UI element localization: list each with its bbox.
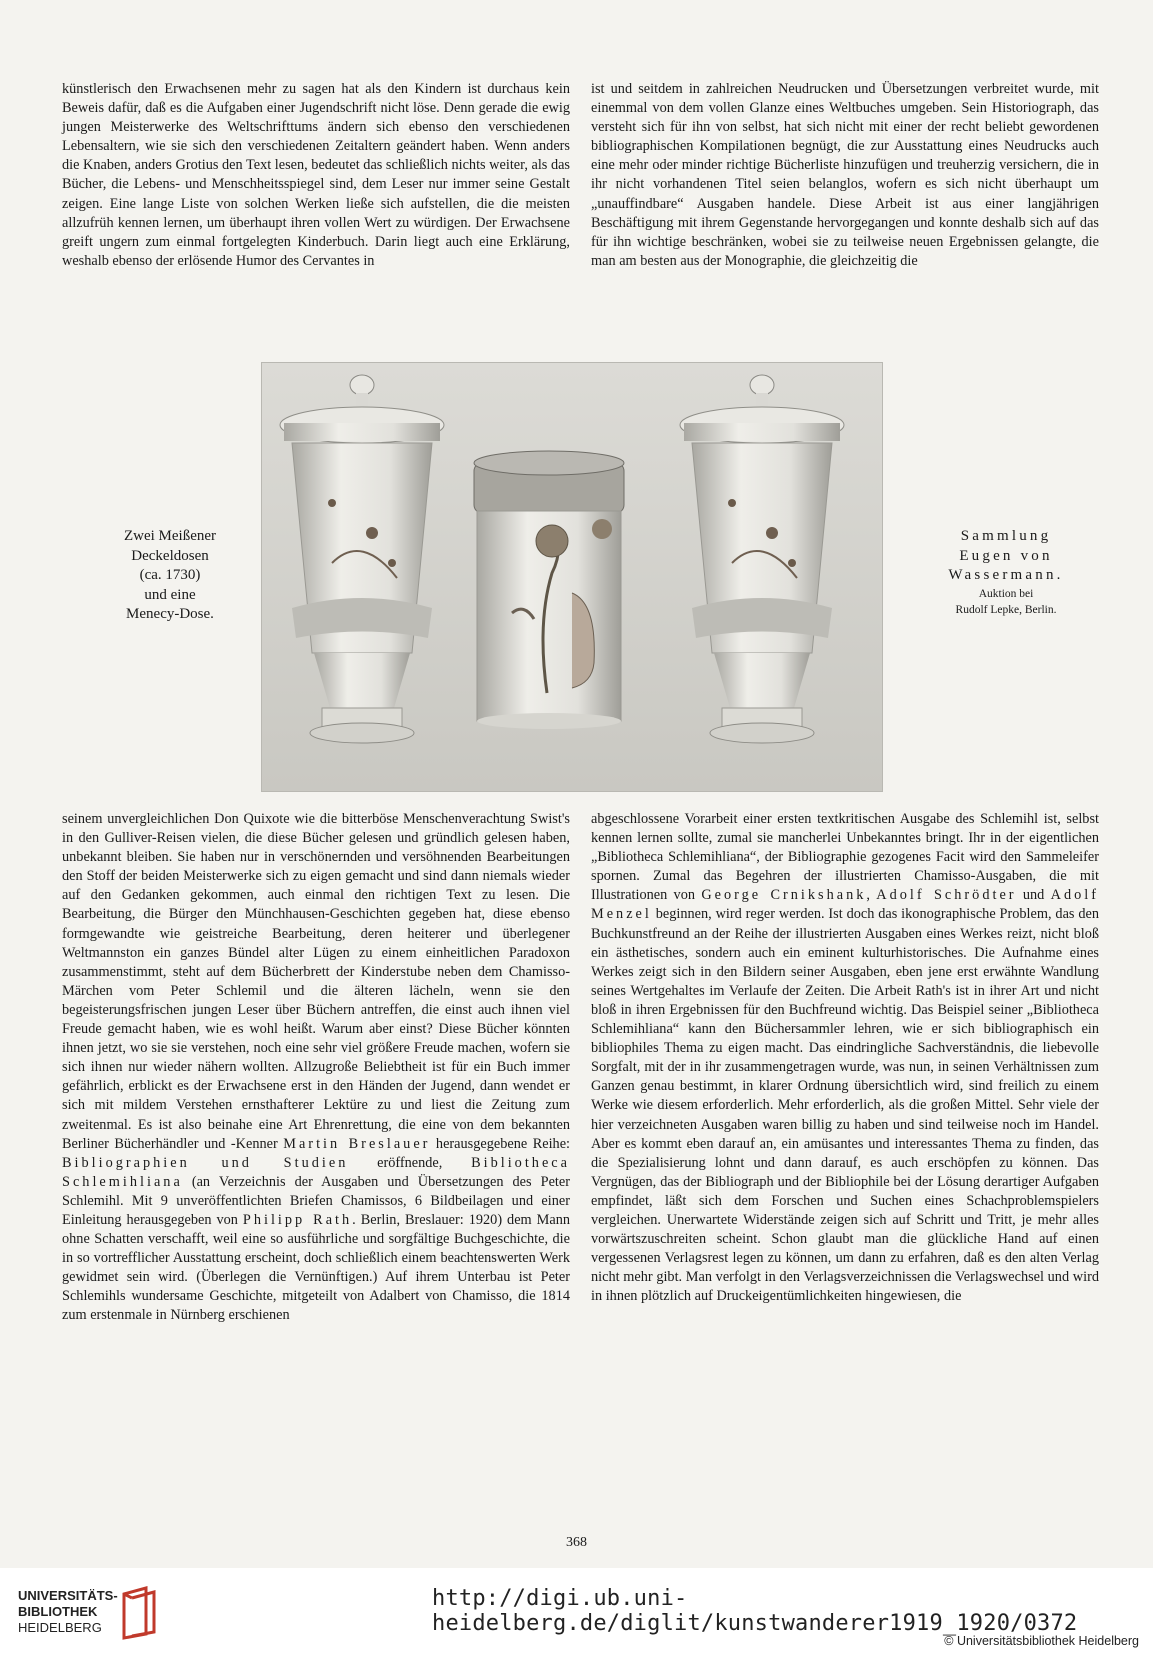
text-column-top-right [591,80,1099,271]
spaced-name: Adolf Menzel [591,887,1100,923]
logo-line: HEIDELBERG [18,1620,102,1635]
text-run: und [1016,887,1051,904]
logo-line: UNIVERSITÄTS- [18,1588,118,1603]
caption-line: Sammlung [960,528,1052,544]
caption-line: Zwei Meißener [123,528,217,544]
text-run: , [866,887,877,904]
library-logo-icon[interactable] [118,1584,160,1640]
caption-line: Menecy-Dose. [126,606,214,622]
caption-line: Rudolf Lepke, Berlin. [955,603,1057,616]
caption-line: und eine [144,586,196,603]
spaced-name: Martin Breslauer [283,1135,431,1152]
caption-line: Eugen von [959,547,1053,564]
caption-line: Deckeldosen [131,547,209,564]
text-run: herausgegebene Reihe: [430,1135,571,1152]
spaced-title: Bibliographien und Studien [62,1154,349,1171]
paragraph [62,810,570,1326]
porcelain-photograph [261,362,883,792]
caption-line: (ca. 1730) [139,567,201,583]
text-run: . Berlin, Breslauer: 1920) dem Mann ohne Schatten verschafft, weil eine so ausführliche und sorgfältige Buchgeschichte, die in so vortrefflicher Ausstattung erscheint, doch schließlich einem beachtenswerten Werk gewidmet sein wird. (Überlegen die Vernünftigen.) Auf ihrem Unterbau ist Peter Schlemihls wundersame Geschichte, mitgeteilt von Adalbert von Chamisso, die 1814 zum erstenmale in Nürnberg erschienen [62,1211,570,1324]
text-run: (an Verzeichnis der Ausgaben und Übersetzungen des Peter Schlemihl. Mit 9 unveröffentlichten Briefen Chamissos, 6 Bildbeilagen und einer Einleitung herausgegeben von [62,1173,570,1228]
figure-caption-left [90,527,250,625]
text-run: seinem unvergleichlichen Don Quixote wie die bitterböse Menschenverachtung Swist's in den Gulliver-Reisen vielen, die diese Bücher gelesen und gründlich gelesen haben, unbekannt bleiben. Sie haben nur in verschönernden und versöhnenden Bearbeitungen den Stoff der beiden Meisterwerke sich zu eigen gemacht und sind dann niemals wieder auf den Gedanken gekommen, auch einmal den richtigen Text zu lesen. Die Bearbeitung, die Bürger den Münchhausen-Geschichten gegeben hat, diese ebenso formgewandte wie geistreiche Bearbeitung, deren heiterer und überlegener Weltmannston ein ganzes Bündel alter Lügen zu einem einheitlichen Paradoxon zusammenstimmt, steht auf dem Bücherbrett der Kinderstube neben dem Chamisso-Märchen vom Peter Schlemil und die älteren lächeln, wenn sie den begeisterungsfrischen jungen Leser über Büchern antreffen, die einst auch ihnen viel Freude gemacht haben, wie es wohl heißt. Warum aber einst? Diese Bücher könnten ihnen jetzt, wo sie sie verstehen, noch eine sehr viel größere Freude machen, wofern sie sich ihnen nur wieder nähern wollten. Allzugroße Beliebtheit ist für ein Buch immer gefährlich, erblickt es der Erwachsene erst in den Händen der Jugend, dann wendet er sich mit mildem Verstehen ernsthafterer Lektüre zu und liest die Zeitung zum zweitenmal. Es ist also beinahe eine Art Ehrenrettung, die eine von dem bekannten Berliner Bücherhändler und -Kenner [62,811,570,1152]
caption-line: Auktion bei [978,587,1034,600]
text-column-top-left [62,80,570,271]
text-column-bottom-left [62,810,570,1326]
spaced-name: George Crnikshank [701,887,867,904]
text-run: eröffnende, [348,1154,472,1171]
paragraph: künstlerisch den Erwachsenen mehr zu sagen hat als den Kindern ist durchaus kein Beweis dafür, daß es die Aufgaben einer Jugendschrift nicht löse. Denn gerade die ewig jungen Meisterwerke des Weltschrifttums ändern sich ebenso den verschiedenen Lebensaltern, wie sie sich den verschiedenen Zeitaltern geändert haben. Wenn anders die Knaben, anders Grotius den Text lesen, bedeutet das schließlich nichts weiter, als das Bücher, die Lebens- und Menschheitsspiegel sind, dem Leser nur immer seine Gestalt zeigen. Eine lange Liste von solchen Werken ließe sich aufstellen, die die meisten allzufrüh kennen lernen, um überhaupt ihren vollen Wert zu würdigen. Der Erwachsene greift ungern zum einmal fortgelegten Kinderbuch. Darin liegt auch eine Erklärung, weshalb ebenso der erlösende Humor des Cervantes in [62,81,570,269]
permalink-url[interactable]: http://digi.ub.uni-heidelberg.de/diglit/kunstwanderer1919_1920/0372 [432,1586,1078,1636]
logo-line: BIBLIOTHEK [18,1604,98,1619]
paragraph: ist und seitdem in zahlreichen Neudrucken und Übersetzungen verbreitet wurde, mit einemmal von dem vollen Glanze eines Weltbuches umgeben. Sein Historiograph, das versteht sich für ihn von selbst, hat sich nicht mit einer der recht beliebt gewordenen bibliographischen Kompilationen begnügt, die zur Ausstattung eines Neudrucks auch eine mehr oder minder richtige Bücherliste hinzufügen und treuherzig versichern, die in ihr nicht vorhandenen Titel seien belanglos, wofern es sich nicht überhaupt um „unauffindbare“ Ausgaben handele. Diese Arbeit ist aus einer langjährigen Beschäftigung mit ihrem Gegenstande hervorgegangen und konnte deshalb sich auf das für ihn wichtige beschränken, wobei sie zu teilweise neuen Ergebnissen gelangte, die man am besten aus der Monographie, die gleichzeitig die [591,81,1099,269]
figure-caption-right [896,527,1116,618]
spaced-name: Adolf Schrödter [876,887,1017,904]
spaced-name: Philipp Rath [242,1211,353,1228]
menecy-jar-middle [474,451,624,729]
library-logo-text[interactable] [18,1588,118,1636]
spaced-title: Bibliotheca Schlemihliana [62,1154,570,1190]
caption-line: Wassermann. [948,567,1064,583]
paragraph [591,810,1099,1306]
text-column-bottom-right [591,810,1099,1306]
copyright-notice: © Universitätsbibliothek Heidelberg [944,1634,1139,1648]
porcelain-jars-illustration [262,363,882,791]
text-run: beginnen, wird reger werden. Ist doch das ikonographische Problem, das den Buchkunstfreund an der Reihe der illustrierten Ausgaben eines Werkes reizt, nicht bloß ein ästhetisches, sondern auch ein eminent kulturhistorisches. Die Aufnahme eines Werkes zeigt sich in den Bildern seiner Ausgaben, eben jene erst erwähnte Wandlung seines Wertgehaltes im Verlaufe der Zeiten. Die Arbeit Rath's ist in ihrer Art und nicht bloß in ihren Ergebnissen für den Buchfreund wichtig. Das Beispiel seiner „Bibliotheca Schlemihliana“ kann den Büchersammler lehren, wie er sich bibliographisch ein bibliophiles Thema zu eigen macht. Das eindringliche Sachverständnis, die liebevolle Sorgfalt, mit der in ihr zusammengetragen wurde, was nun, in seinen Verhältnissen zum Ganzen genau bestimmt, in klarer Ordnung übersichtlich wird, sind freilich zu einem Werke wie diesem erforderlich. Mehr erforderlich, als die großen Mittel. Sehr viele der hier verzeichneten Ausgaben waren billig zu haben und sind teilweise noch im Handel. Aber es kommt eben darauf an, ein amüsantes und interessantes Thema zu finden, das die Spezialisierung lohnt und dann darauf, es auch erschöpfen zu können. Das Vergnügen, das der Bibliograph und der Bibliophile bei der Lösung derartiger Aufgaben empfindet, läßt sich dem Forschen und Suchen eines Schachproblemspielers vergleichen. Unerwartete Widerstände zeigen sich auf Schritt und Tritt, je mehr alles vorwärtszuschreiten scheint. Schon glaubt man die glückliche Hand auf einen vergessenen Verlagsrest legen zu können, um dann zu erfahren, daß es den alten Verlag nicht mehr gibt. Man verfolgt in den Verlagsverzeichnissen die Verlagswechsel und wird in ihnen plötzlich auf Druckeigentümlichkeiten hingewiesen, die [591,906,1099,1305]
text-run: abgeschlossene Vorarbeit einer ersten textkritischen Ausgabe des Schlemihl ist, selbst kennen lernen sollte, zumal sie mancherlei Unbekanntes bringt. Ihr in der eigentlichen „Bibliotheca Schlemihliana“, der Bibliographie gezogenes Facit wird den Sammeleifer spornen. Zumal das Begehren der illustrierten Chamisso-Ausgaben, die mit Illustrationen von [591,811,1099,904]
page-number: 368 [566,1535,587,1550]
